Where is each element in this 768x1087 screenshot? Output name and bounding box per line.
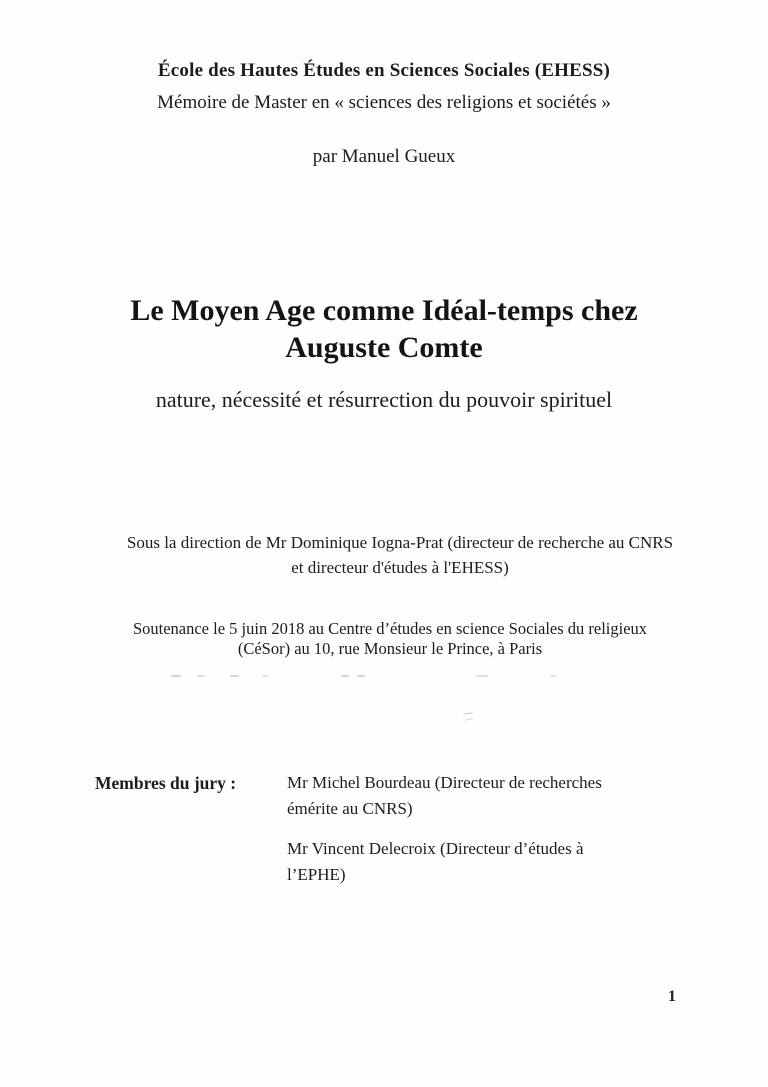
thesis-subtitle: nature, nécessité et résurrection du pouvoir spirituel	[155, 387, 613, 412]
jury-member-1	[287, 770, 647, 822]
erased-text-artifact	[0, 674, 768, 678]
defense-line-1: Soutenance le 5 juin 2018 au Centre d’études en science Sociales du religieux	[132, 619, 648, 638]
jury-members-list	[287, 770, 647, 902]
thesis-title	[0, 292, 768, 366]
erased-smudge-artifact	[464, 712, 474, 720]
supervision-line-2: et directeur d'études à l'EHESS)	[291, 558, 509, 577]
defense-paragraph	[99, 619, 681, 659]
jury-member-1-line-2: émérite au CNRS)	[287, 799, 413, 818]
defense-line-2: (CéSor) au 10, rue Monsieur le Prince, à Paris	[237, 639, 543, 658]
institution-line: École des Hautes Études en Sciences Sociales (EHESS)	[157, 60, 611, 81]
jury-member-2-line-2: l’EPHE)	[287, 865, 346, 884]
jury-member-1-line-1: Mr Michel Bourdeau (Directeur de recherches	[287, 773, 602, 792]
jury-member-2	[287, 836, 647, 888]
page-number: 1	[668, 988, 676, 1005]
jury-member-2-line-1: Mr Vincent Delecroix (Directeur d’études à	[287, 839, 584, 858]
author-line: par Manuel Gueux	[312, 146, 456, 167]
jury-label: Membres du jury :	[95, 773, 237, 793]
thesis-title-line-1: Le Moyen Age comme Idéal-temps chez	[130, 294, 638, 327]
thesis-title-line-2: Auguste Comte	[285, 331, 483, 364]
supervision-paragraph	[92, 530, 708, 580]
supervision-line-1: Sous la direction de Mr Dominique Iogna-Prat (directeur de recherche au CNRS	[126, 533, 674, 552]
degree-program-line: Mémoire de Master en « sciences des religions et sociétés »	[157, 92, 611, 113]
